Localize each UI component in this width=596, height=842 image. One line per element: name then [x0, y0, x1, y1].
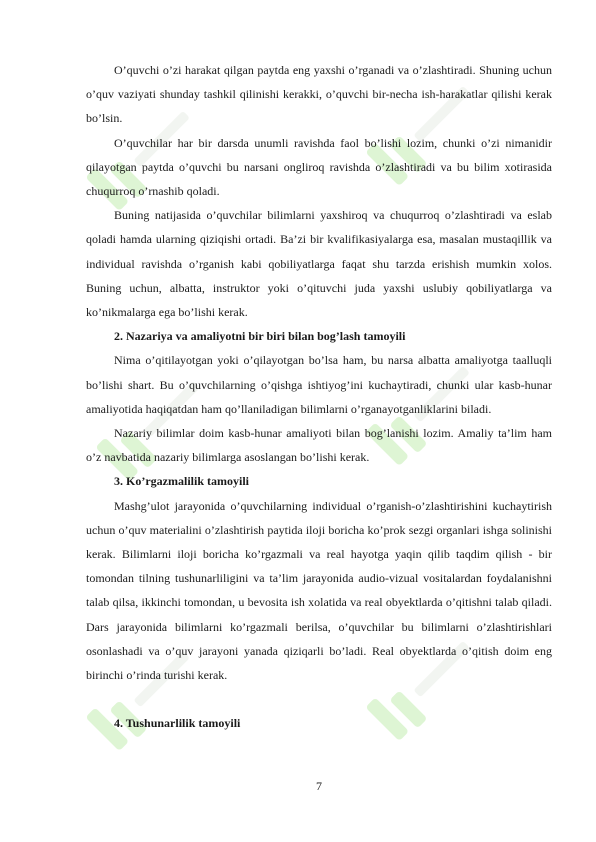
paragraph-2: O’quvchilar har bir darsda unumli ravishda faol bo’lishi lozim, chunki o’zi nimanidir qilayotgan paytda o’quvchi bu narsani ongliroq ravishda o’zlashtiradi va bu bilim xotirasida chuqurroq o’rnashib qoladi. [86, 135, 552, 199]
section-heading-3: 3. Ko’rgazmalilik tamoyili [114, 474, 249, 489]
page-body [86, 58, 552, 735]
page-number: 7 [316, 779, 322, 793]
section-heading-4: 4. Tushunarlilik tamoyili [114, 716, 241, 731]
paragraph-4: Nima o’qitilayotgan yoki o’qilayotgan bo’lsa ham, bu narsa albatta amaliyotga taalluqli bo’lishi shart. Bu o’quvchilarning o’qishga ishtiyog’ini kuchaytiradi, chunki ular kasb-hunar amaliyotida haqiqatdan ham qo’llaniladigan bilimlarni o’rganayotganliklarini biladi. [86, 353, 552, 416]
section-heading-2: 2. Nazariya va amaliyotni bir biri bilan bog’lash tamoyili [114, 329, 406, 344]
paragraph-1: O’quvchi o’zi harakat qilgan paytda eng yaxshi o’rganadi va o’zlashtiradi. Shuning uchun o’quv vaziyati shunday tashkil qilinishi kerakki, o’quvchi bir-necha ish-harakatlar qilishi kerak bo’lsin. [86, 63, 552, 126]
paragraph-5: Nazariy bilimlar doim kasb-hunar amaliyoti bilan bog’lanishi lozim. Amaliy ta’lim ham o’z navbatida nazariy bilimlarga asoslangan bo’lishi kerak. [86, 426, 552, 465]
paragraph-6: Mashg’ulot jarayonida o’quvchilarning individual o’rganish-o’zlashtirishini kuchaytirish uchun o’quv materialini o’zlashtirish paytida iloji boricha ko’prok sezgi organlari ishga solinishi kerak. Bilimlarni iloji boricha ko’rgazmali va real hayotga yaqin qilib taqdim qilish - bir tomondan tilning tushunarliligini va ta’lim jarayonida audio-vizual vositalardan foydalanishni talab qilsa, ikkinchi tomondan, u bevosita ish xolatida va real obyektlarda o’qitishni talab qiladi. Dars jarayonida bilimlarni ko’rgazmali berilsa, o’quvchilar bu bilimlarni o’zlashtirishlari osonlashadi va o’quv jarayoni yanada qiziqarli bo’ladi. Real obyektlarda o’qitish doim eng birinchi o’rinda turishi kerak. [86, 498, 552, 683]
paragraph-3: Buning natijasida o’quvchilar bilimlarni yaxshiroq va chuqurroq o’zlashtiradi va eslab qoladi hamda ularning qiziqishi ortadi. Ba’zi bir kvalifikasiyalarga esa, masalan mustaqillik va individual ravishda o’rganish kabi qobiliyatlarga faqat shu tarzda erishish mumkin xolos. Buning uchun, albatta, instruktor yoki o’qituvchi juda yaxshi uslubiy qobiliyatlarga va ko’nikmalarga ega bo’lishi kerak. [86, 208, 552, 320]
